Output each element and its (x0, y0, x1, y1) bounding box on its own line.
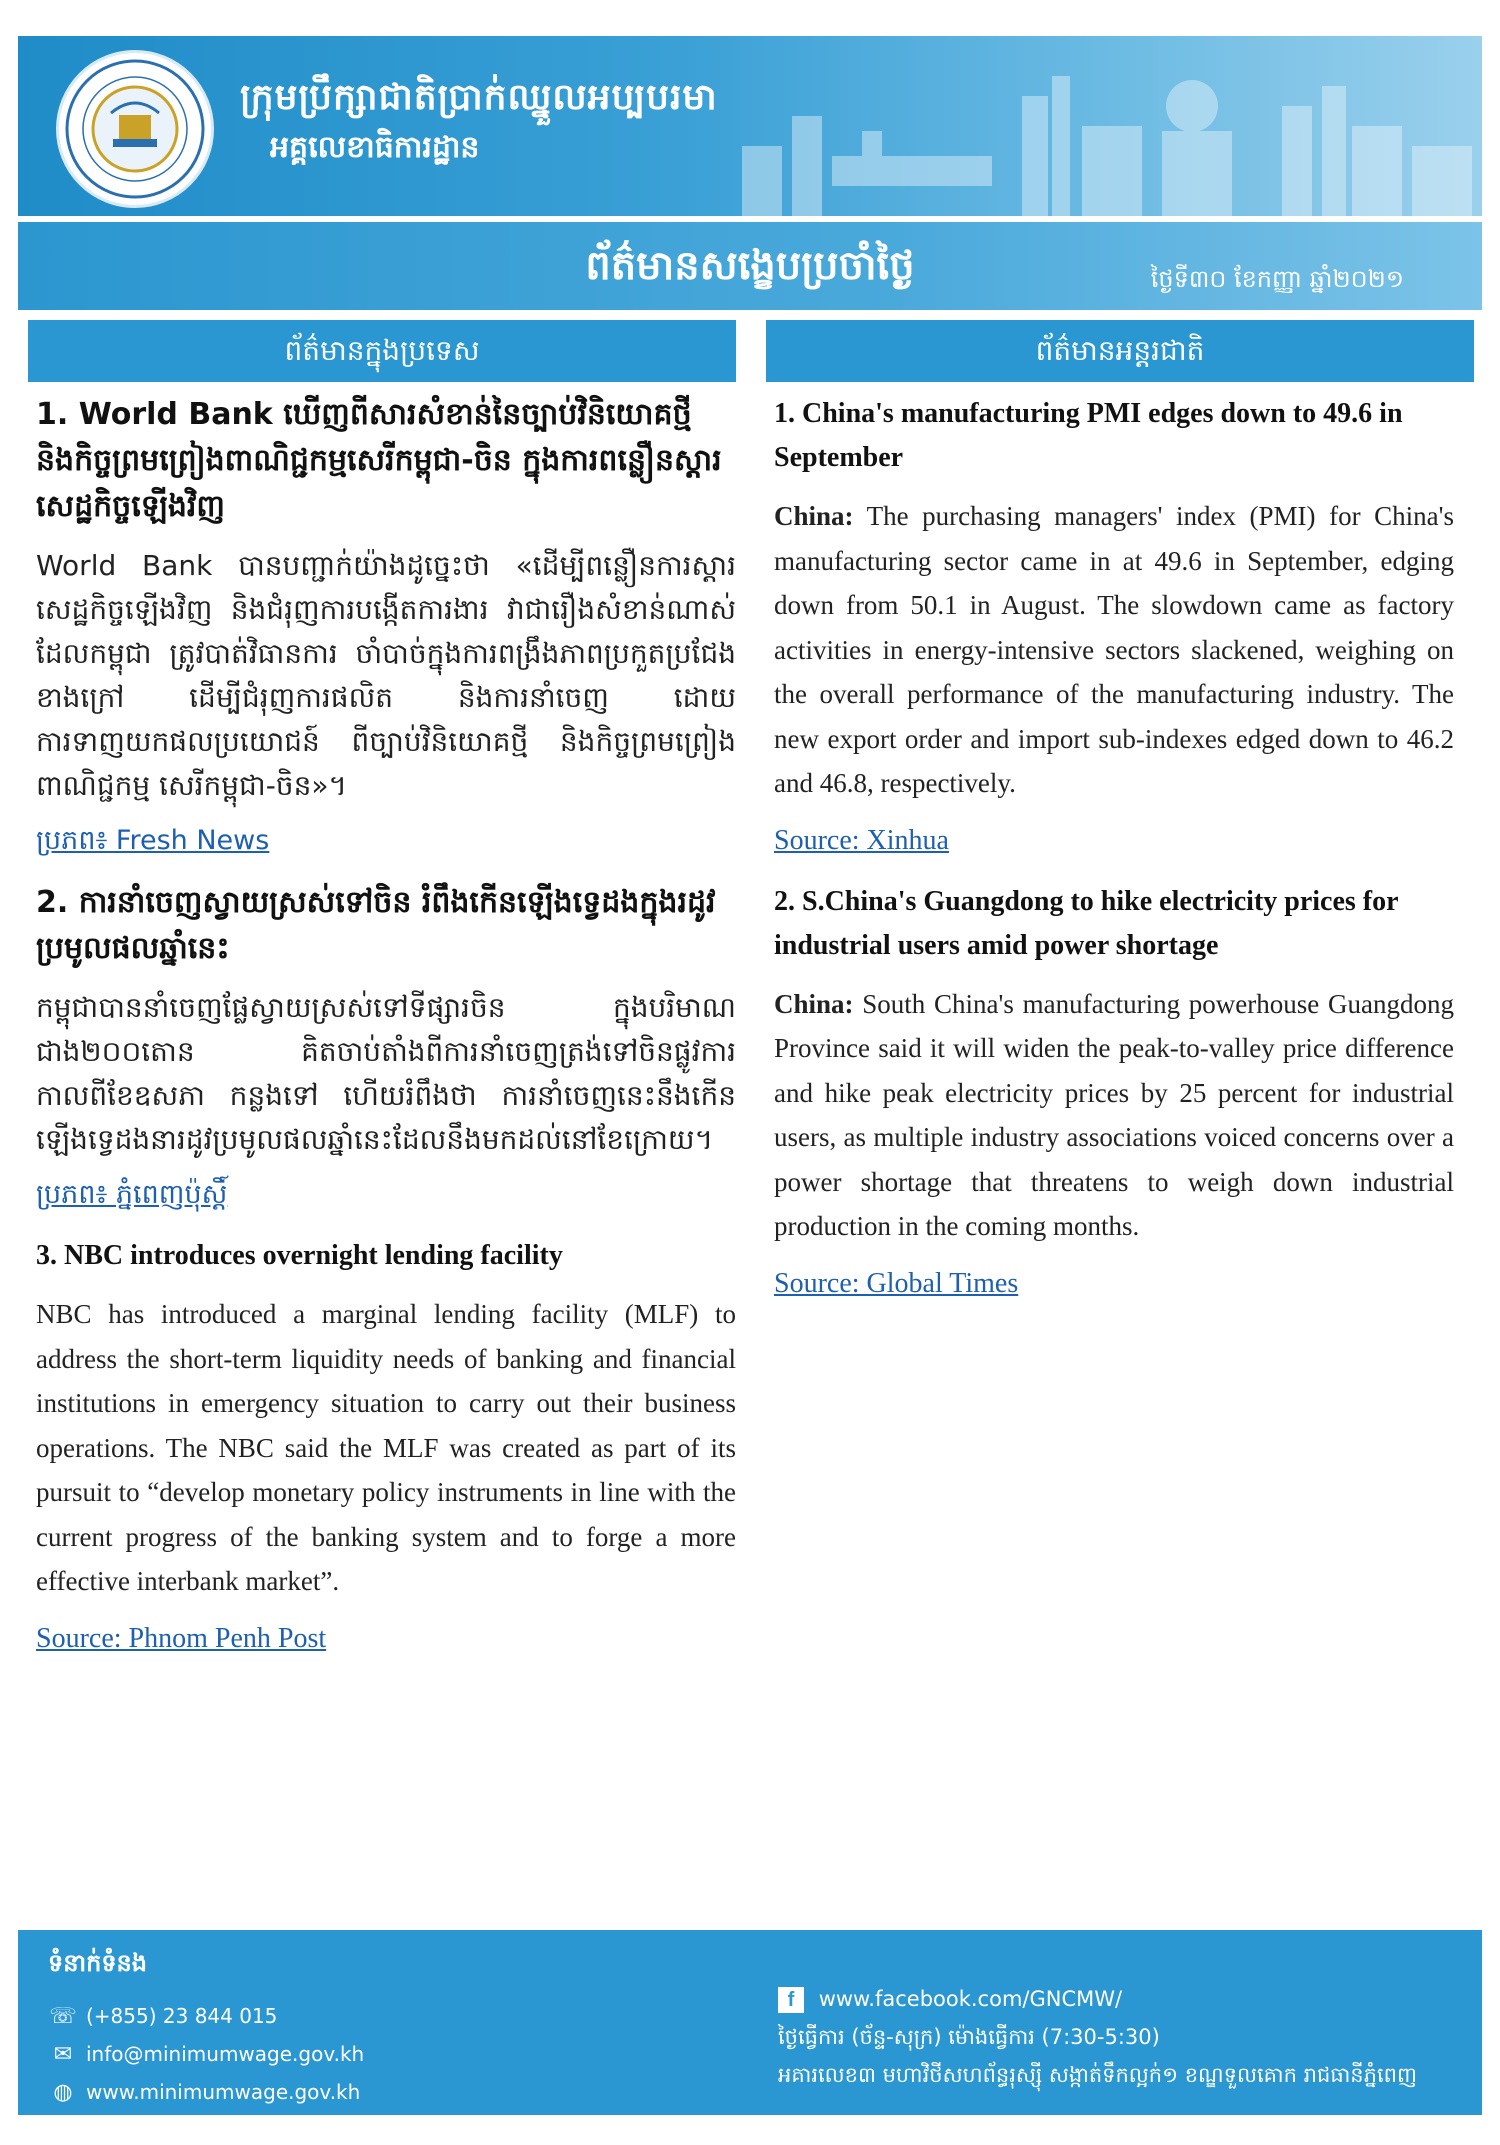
website-link[interactable]: www.minimumwage.gov.kh (86, 2080, 361, 2104)
phone-row (48, 1997, 364, 2035)
city-skyline-graphic (722, 36, 1482, 216)
article-body: World Bank បានបញ្ជាក់យ៉ាងដូច្នេះថា «ដើម្បីពន្លឿនការស្តារសេដ្ឋកិច្ចឡើងវិញ និងជំរុញការបង្កើតការងារ វាជារឿងសំខាន់ណាស់ ដែលកម្ពុជា ត្រូវបាត់វិធានការ ចាំបាច់ក្នុងការពង្រឹងភាពប្រកួតប្រជែងខាងក្រៅ ដើម្បីជំរុញការផលិត និងការនាំចេញ ដោយការទាញយកផលប្រយោជន៍ ពីច្បាប់វិនិយោគថ្មី និងកិច្ចព្រមព្រៀង ពាណិជ្ជកម្ម សេរីកម្ពុជា-ចិន»។ (36, 549, 736, 802)
footer-info-block (778, 1980, 1417, 2094)
article-lead: China: (774, 501, 854, 531)
article-title: 1. China's manufacturing PMI edges down to 49.6 in September (774, 398, 1403, 473)
international-news-column (774, 392, 1454, 1323)
article-source-link[interactable]: ប្រភព៖ Fresh News (36, 825, 270, 856)
bulletin-title-bar (18, 222, 1482, 310)
article-title: 1. World Bank ឃើញពីសារសំខាន់នៃច្បាប់វិនិយោគថ្មី និងកិច្ចព្រមព្រៀងពាណិជ្ជកម្មសេរីកម្ពុជា-ចិន ក្នុងការពន្លឿនស្តារសេដ្ឋកិច្ចឡើងវិញ (36, 397, 722, 524)
article-body: China: South China's manufacturing powerhouse Guangdong Province said it will widen the peak-to-valley price difference and hike peak electricity prices by 25 percent for industrial users, as multiple industry associations voiced concerns over a power shortage that threatens to weigh down industrial production in the coming months. (774, 988, 1454, 1241)
article-title: 2. ការនាំចេញស្វាយស្រស់ទៅចិន រំពឹងកើនឡើងទ្វេដងក្នុងរដូវប្រមូលផលឆ្នាំនេះ (36, 885, 716, 966)
office-address: អគារលេខ៣ មហាវិថីសហព័ន្ធរុស្ស៊ី សង្កាត់ទឹកល្អក់១ ខណ្ឌទួលគោក រាជធានីភ្នំពេញ (778, 2063, 1417, 2087)
facebook-link[interactable]: www.facebook.com/GNCMW/ (818, 1987, 1123, 2011)
organization-subtitle: អគ្គលេខាធិការដ្ឋាន (270, 130, 480, 165)
bulletin-date: ថ្ងៃទី៣០ ខែកញ្ញា ឆ្នាំ២០២១ (1150, 265, 1404, 293)
international-news-heading: ព័ត៌មានអន្តរជាតិ (766, 320, 1474, 382)
footer-contact-block (48, 1948, 364, 2111)
domestic-news-heading: ព័ត៌មានក្នុងប្រទេស (28, 320, 736, 382)
article-lead: China: (774, 988, 854, 1019)
article-body: កម្ពុជាបាននាំចេញផ្លែស្វាយស្រស់ទៅទីផ្សារចិន ក្នុងបរិមាណជាង២០០តោន គិតចាប់តាំងពីការនាំចេញត្រង់ទៅចិនផ្លូវការកាលពីខែឧសភា កន្លងទៅ ហើយរំពឹងថា ការនាំចេញនេះនឹងកើនឡើងទ្វេដងនារដូវប្រមូលផលឆ្នាំនេះដែលនឹងមកដល់នៅខែក្រោយ។ (36, 991, 736, 1156)
email-address[interactable]: info@minimumwage.gov.kh (86, 2042, 365, 2066)
facebook-icon: f (778, 1987, 804, 2013)
facebook-row (778, 1980, 1417, 2018)
office-hours: ថ្ងៃធ្វើការ (ច័ន្ទ-សុក្រ) ម៉ោងធ្វើការ (7:30-5:30) (778, 2025, 1160, 2049)
domestic-news-column (36, 392, 736, 1678)
article-body: NBC has introduced a marginal lending facility (MLF) to address the short-term liquidity needs of banking and financial institutions in emergency situation to carry out their business operations. The NBC said the MLF was created as part of its pursuit to “develop monetary policy instruments in line with the current progress of the banking system and to forge a more effective interbank market”. (36, 1299, 736, 1596)
bulletin-title: ព័ត៌មានសង្ខេបប្រចាំថ្ងៃ (585, 243, 915, 289)
email-row (48, 2035, 364, 2073)
article-body: China: The purchasing managers' index (PMI) for China's manufacturing sector came in at 49.6 in September, edging down from 50.1 in August. The slowdown came as factory activities in energy-intensive sectors slackened, weighing on the overall performance of the manufacturing industry. The new export order and import sub-indexes edged down to 46.2 and 46.8, respectively. (774, 501, 1454, 798)
article-source-link[interactable]: ប្រភព៖ ភ្នំពេញប៉ុស្តិ៍ (36, 1179, 228, 1210)
phone-icon: ☏ (49, 2003, 77, 2029)
email-icon: ✉ (53, 2041, 73, 2067)
article-source-link[interactable]: Source: Global Times (774, 1267, 1019, 1299)
organization-title: ក្រុមប្រឹក្សាជាតិប្រាក់ឈ្នួលអប្បបរមា (240, 77, 718, 118)
footer-contact-bar (18, 1930, 1482, 2115)
article-title: 3. NBC introduces overnight lending facility (36, 1240, 563, 1271)
globe-icon: ◍ (53, 2079, 73, 2105)
article-source-link[interactable]: Source: Xinhua (774, 824, 949, 856)
phone-number[interactable]: (+855) 23 844 015 (86, 2004, 278, 2028)
organization-logo (56, 50, 214, 208)
article-title: 2. S.China's Guangdong to hike electricity prices for industrial users amid power shortage (774, 885, 1399, 961)
website-row (48, 2073, 364, 2111)
header-banner (18, 36, 1482, 216)
article-source-link[interactable]: Source: Phnom Penh Post (36, 1622, 327, 1654)
contact-label: ទំនាក់ទំនង (48, 1949, 148, 1977)
